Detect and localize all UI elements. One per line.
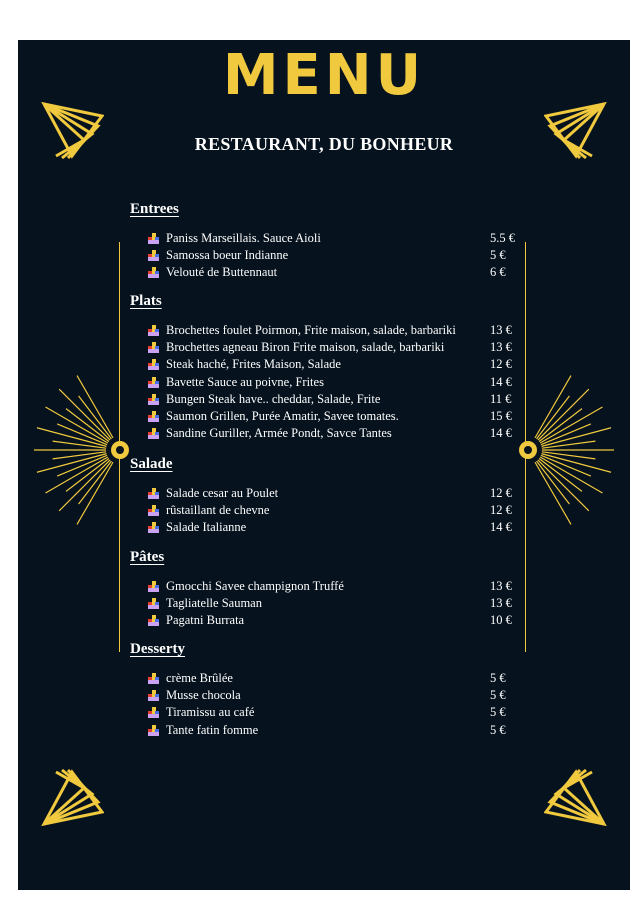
section-title-desserty: Desserty bbox=[130, 641, 185, 657]
menu-item bbox=[148, 357, 518, 374]
section-title-plats: Plats bbox=[130, 293, 162, 309]
item-name: Bungen Steak have.. cheddar, Salade, Frite bbox=[166, 391, 381, 406]
bullet-icon bbox=[148, 342, 159, 353]
item-price: 13 € bbox=[490, 596, 512, 611]
item-price: 6 € bbox=[490, 265, 506, 280]
bullet-icon bbox=[148, 488, 159, 499]
item-name: Tante fatin fomme bbox=[166, 722, 259, 737]
item-price: 5 € bbox=[490, 688, 506, 703]
item-name: Gmocchi Savee champignon Truffé bbox=[166, 579, 344, 593]
item-price: 14 € bbox=[490, 374, 512, 389]
menu-item bbox=[148, 375, 518, 392]
item-price: 12 € bbox=[490, 503, 512, 518]
bullet-icon bbox=[148, 325, 159, 336]
bullet-icon bbox=[148, 428, 159, 439]
menu-item bbox=[148, 688, 518, 705]
item-price: 5 € bbox=[490, 705, 506, 720]
sunburst-icon bbox=[516, 366, 616, 534]
item-name: Salade Italianne bbox=[166, 520, 247, 535]
bullet-icon bbox=[148, 615, 159, 626]
bullet-icon bbox=[148, 359, 159, 370]
item-price: 12 € bbox=[490, 486, 512, 500]
menu-title: MENU bbox=[222, 43, 426, 108]
menu-item bbox=[148, 392, 518, 409]
item-price: 5 € bbox=[490, 248, 506, 263]
bullet-icon bbox=[148, 522, 159, 533]
bullet-icon bbox=[148, 690, 159, 701]
item-name: Brochettes agneau Biron Frite maison, salade, barbariki bbox=[166, 340, 445, 355]
menu-item bbox=[148, 426, 518, 443]
menu-item bbox=[148, 265, 518, 282]
section-title-entrees: Entrees bbox=[130, 201, 179, 217]
item-name: rûstaillant de chevne bbox=[166, 503, 270, 518]
item-price: 14 € bbox=[490, 426, 512, 441]
menu-item bbox=[148, 503, 518, 520]
item-name: Tiramissu au café bbox=[166, 705, 255, 720]
item-name: Paniss Marseillais. Sauce Aioli bbox=[166, 231, 321, 245]
menu-page bbox=[18, 40, 630, 890]
item-name: Sandine Guriller, Armée Pondt, Savce Tantes bbox=[166, 426, 392, 441]
bullet-icon bbox=[148, 707, 159, 718]
menu-item bbox=[148, 340, 518, 357]
bullet-icon bbox=[148, 250, 159, 261]
bullet-icon bbox=[148, 673, 159, 684]
item-price: 5.5 € bbox=[490, 231, 515, 245]
item-price: 13 € bbox=[490, 340, 512, 355]
menu-item bbox=[148, 671, 518, 688]
item-name: Tagliatelle Sauman bbox=[166, 596, 262, 611]
menu-item bbox=[148, 323, 518, 340]
item-price: 13 € bbox=[490, 323, 512, 337]
section-title-salade: Salade bbox=[130, 456, 173, 472]
item-name: Salade cesar au Poulet bbox=[166, 486, 279, 500]
menu-item bbox=[148, 723, 518, 740]
fan-ornament-icon bbox=[544, 100, 608, 160]
menu-item bbox=[148, 613, 518, 630]
sunburst-icon bbox=[32, 366, 132, 534]
item-name: Musse chocola bbox=[166, 688, 241, 703]
item-price: 11 € bbox=[490, 391, 512, 406]
bullet-icon bbox=[148, 725, 159, 736]
restaurant-name: RESTAURANT, DU BONHEUR bbox=[194, 134, 454, 154]
menu-item bbox=[148, 579, 518, 596]
item-name: Pagatni Burrata bbox=[166, 613, 245, 628]
bullet-icon bbox=[148, 267, 159, 278]
bullet-icon bbox=[148, 233, 159, 244]
item-name: Brochettes foulet Poirmon, Frite maison, salade, barbariki bbox=[166, 323, 456, 337]
menu-item bbox=[148, 248, 518, 265]
item-price: 15 € bbox=[490, 409, 512, 423]
fan-ornament-icon bbox=[40, 100, 104, 160]
item-name: Bavette Sauce au poivne, Frites bbox=[166, 374, 324, 389]
item-price: 5 € bbox=[490, 671, 506, 685]
item-price: 13 € bbox=[490, 579, 512, 593]
bullet-icon bbox=[148, 411, 159, 422]
item-name: Steak haché, Frites Maison, Salade bbox=[166, 357, 341, 372]
menu-item bbox=[148, 705, 518, 722]
item-name: crème Brûlée bbox=[166, 671, 233, 685]
section-title-pates: Pâtes bbox=[130, 549, 165, 565]
fan-ornament-icon bbox=[544, 768, 608, 828]
fan-ornament-icon bbox=[40, 768, 104, 828]
bullet-icon bbox=[148, 505, 159, 516]
item-name: Saumon Grillen, Purée Amatir, Savee tomates. bbox=[166, 409, 399, 423]
bullet-icon bbox=[148, 598, 159, 609]
bullet-icon bbox=[148, 581, 159, 592]
bullet-icon bbox=[148, 394, 159, 405]
bullet-icon bbox=[148, 377, 159, 388]
item-price: 12 € bbox=[490, 357, 512, 372]
item-price: 14 € bbox=[490, 520, 512, 535]
item-price: 5 € bbox=[490, 722, 506, 737]
menu-item bbox=[148, 486, 518, 503]
menu-item bbox=[148, 231, 518, 248]
menu-item bbox=[148, 409, 518, 426]
item-name: Velouté de Buttennaut bbox=[166, 265, 278, 280]
menu-item bbox=[148, 596, 518, 613]
item-price: 10 € bbox=[490, 613, 512, 628]
menu-item bbox=[148, 520, 518, 537]
item-name: Samossa boeur Indianne bbox=[166, 248, 289, 263]
